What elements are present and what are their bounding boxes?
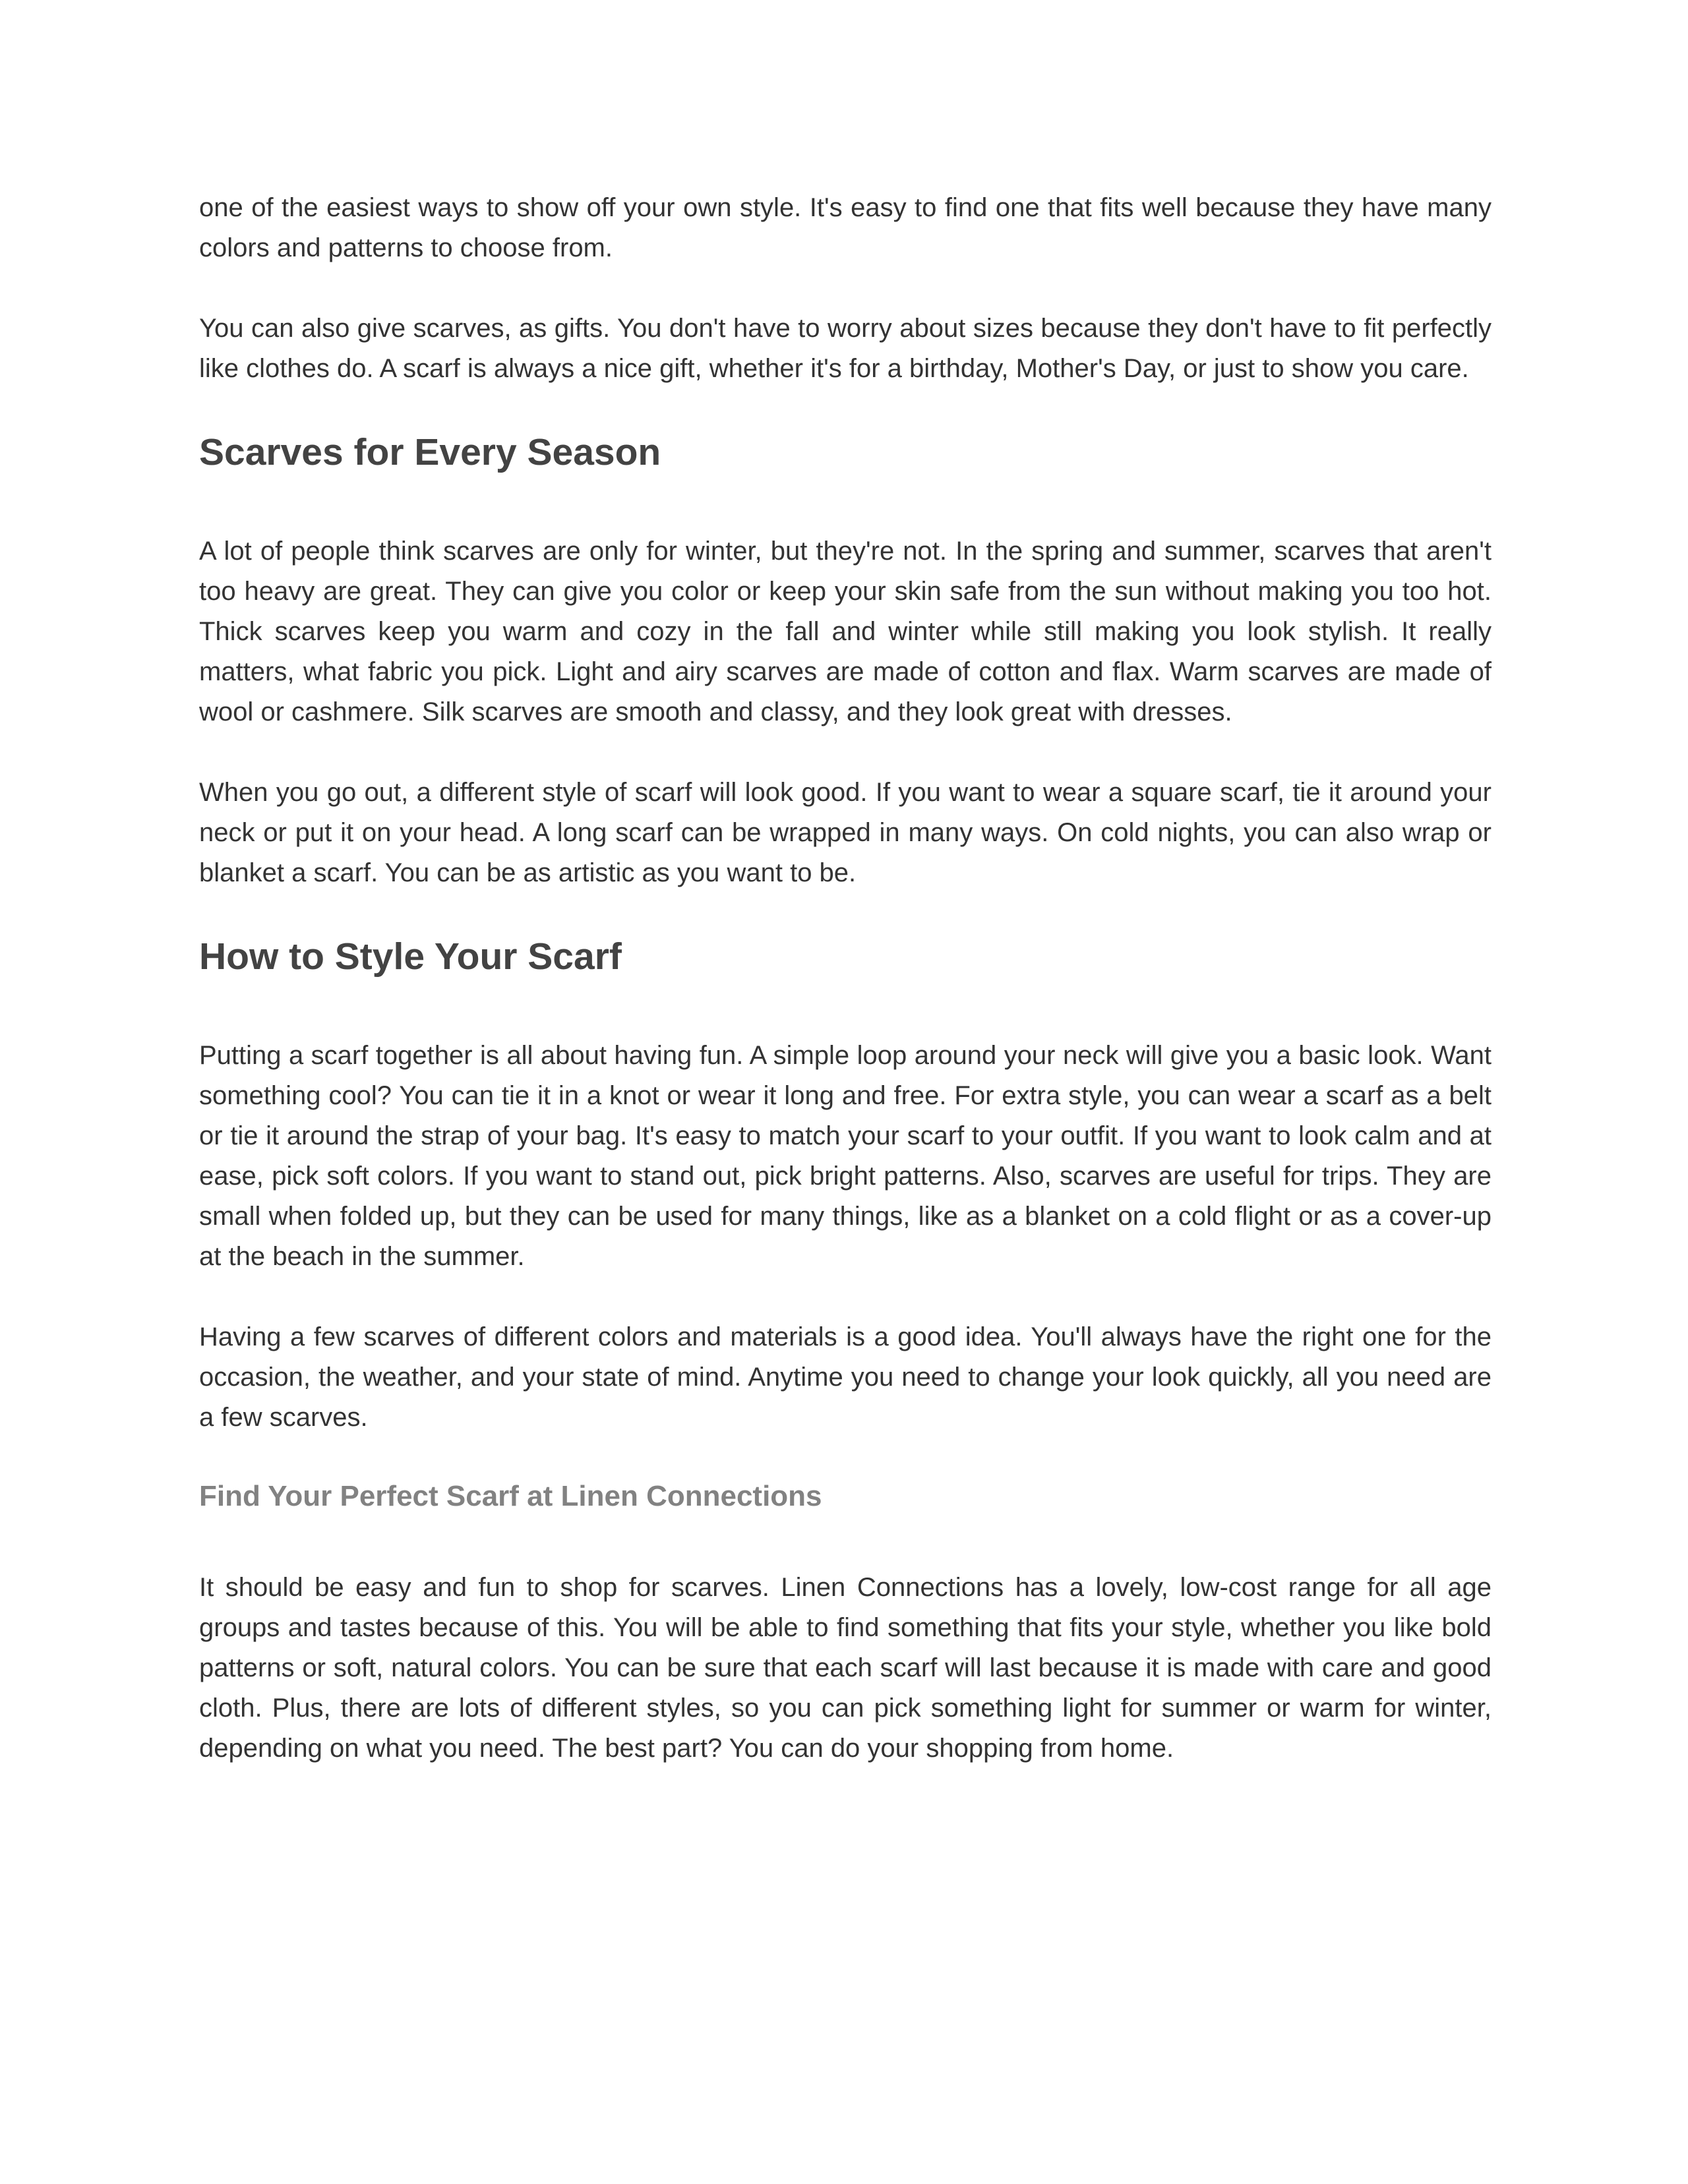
paragraph-linen-connections: It should be easy and fun to shop for scarves. Linen Connections has a lovely, low-cost range for all age groups and tastes because of this. You will be able to find something that fits your style, whether you like bold patterns or soft, natural colors. You can be sure that each scarf will last because it is made with care and good cloth. Plus, there are lots of different styles, so you can pick something light for summer or warm for winter, depending on what you need. The best part? You can do your shopping from home.	[199, 1573, 1492, 1763]
paragraph-gifts: You can also give scarves, as gifts. You don't have to worry about sizes because they don't have to fit perfectly like clothes do. A scarf is always a nice gift, whether it's for a birthday, Mother's Day, or just to show you care.	[199, 314, 1492, 383]
paragraph-season-styles: When you go out, a different style of scarf will look good. If you want to wear a square scarf, tie it around your neck or put it on your head. A long scarf can be wrapped in many ways. On cold nights, you can also wrap or blanket a scarf. You can be as artistic as you want to be.	[199, 778, 1492, 887]
sub-heading-find-your-perfect-scarf: Find Your Perfect Scarf at Linen Connections	[199, 1480, 822, 1512]
paragraph-season-fabrics: A lot of people think scarves are only for winter, but they're not. In the spring and summer, scarves that aren't too heavy are great. They can give you color or keep your skin safe from the sun without making you too hot. Thick scarves keep you warm and cozy in the fall and winter while still making you look stylish. It really matters, what fabric you pick. Light and airy scarves are made of cotton and flax. Warm scarves are made of wool or cashmere. Silk scarves are smooth and classy, and they look great with dresses.	[199, 537, 1492, 726]
paragraph-scarf-variety: Having a few scarves of different colors and materials is a good idea. You'll always have the right one for the occasion, the weather, and your state of mind. Anytime you need to change your look quickly, all you need are a few scarves.	[199, 1322, 1492, 1432]
section-heading-how-to-style-your-scarf: How to Style Your Scarf	[199, 935, 622, 978]
paragraph-intro-continuation: one of the easiest ways to show off your own style. It's easy to find one that fits well because they have many colors and patterns to choose from.	[199, 193, 1492, 262]
paragraph-styling-tips: Putting a scarf together is all about having fun. A simple loop around your neck will give you a basic look. Want something cool? You can tie it in a knot or wear it long and free. For extra style, you can wear a scarf as a belt or tie it around the strap of your bag. It's easy to match your scarf to your outfit. If you want to look calm and at ease, pick soft colors. If you want to stand out, pick bright patterns. Also, scarves are useful for trips. They are small when folded up, but they can be used for many things, like as a blanket on a cold flight or as a cover-up at the beach in the summer.	[199, 1041, 1492, 1271]
section-heading-scarves-for-every-season: Scarves for Every Season	[199, 431, 661, 473]
